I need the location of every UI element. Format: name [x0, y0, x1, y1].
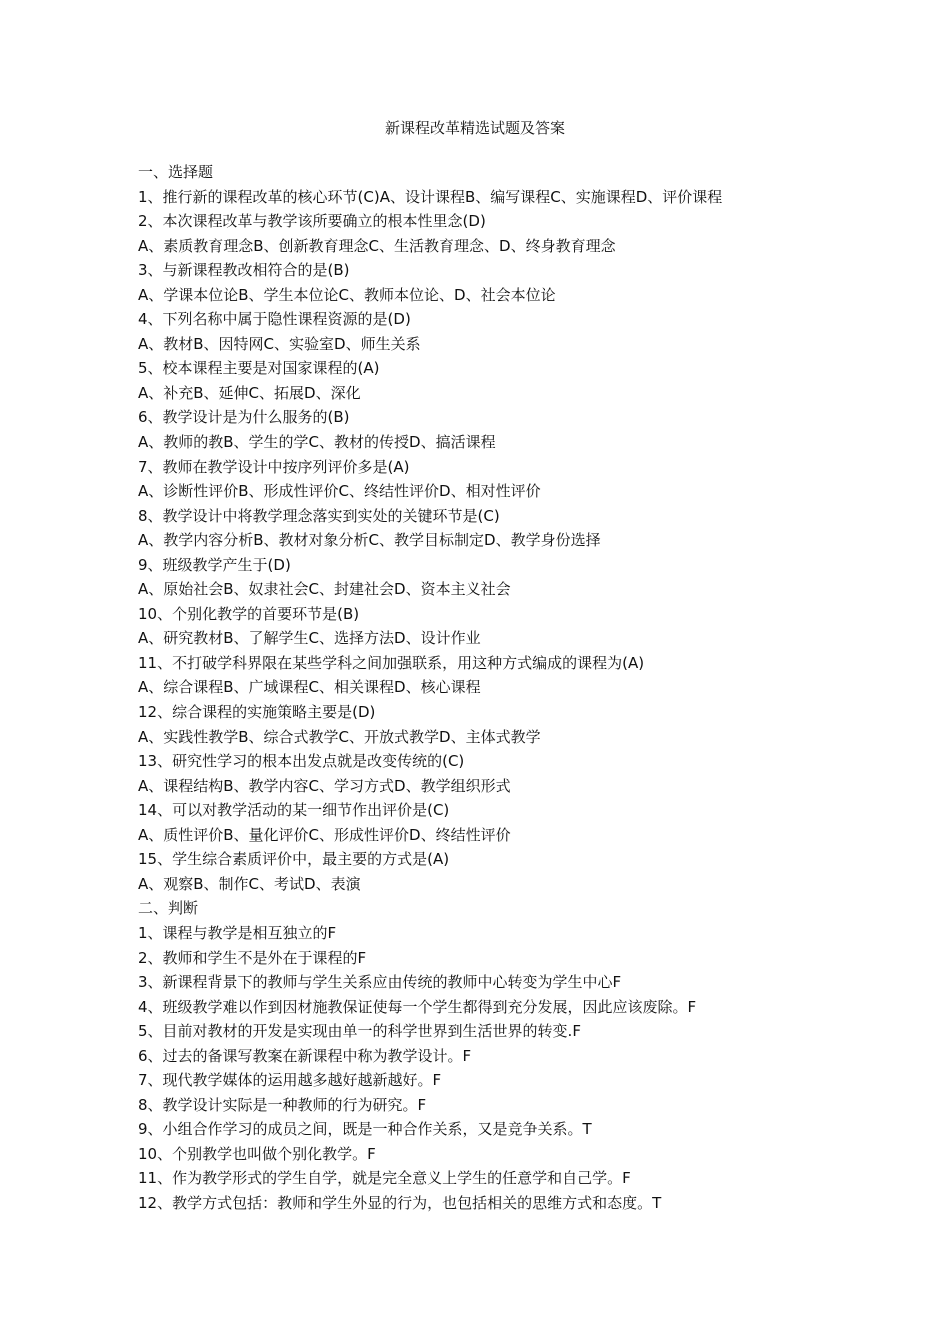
document-line: 2、本次课程改革与教学该所要确立的根本性里念(D) — [138, 212, 486, 231]
document-line: 8、教学设计实际是一种教师的行为研究。F — [138, 1095, 427, 1114]
document-line: A、诊断性评价B、形成性评价C、终结性评价D、相对性评价 — [138, 482, 541, 501]
document-line: A、学课本位论B、学生本位论C、教师本位论、D、社会本位论 — [138, 285, 556, 304]
document-line: 7、教师在教学设计中按序列评价多是(A) — [138, 457, 410, 476]
document-line: 10、个别化教学的首要环节是(B) — [138, 604, 360, 623]
document-line: 2、教师和学生不是外在于课程的F — [138, 948, 367, 967]
document-line: A、教师的教B、学生的学C、教材的传授D、搞活课程 — [138, 433, 496, 452]
document-line: 一、选择题 — [138, 163, 214, 181]
document-line: A、教学内容分析B、教材对象分析C、教学目标制定D、教学身份选择 — [138, 531, 601, 550]
document-line: A、观察B、制作C、考试D、表演 — [138, 874, 361, 893]
document-line: A、实践性教学B、综合式教学C、开放式教学D、主体式教学 — [138, 727, 541, 746]
document-line: 9、班级教学产生于(D) — [138, 555, 291, 574]
document-line: 4、下列名称中属于隐性课程资源的是(D) — [138, 310, 411, 329]
document-line: 7、现代教学媒体的运用越多越好越新越好。F — [138, 1071, 442, 1090]
document-line: 9、小组合作学习的成员之间，既是一种合作关系，又是竞争关系。T — [138, 1120, 592, 1139]
document-line: 6、教学设计是为什么服务的(B) — [138, 408, 350, 427]
document-line: 1、推行新的课程改革的核心环节(C)A、设计课程B、编写课程C、实施课程D、评价课程 — [138, 187, 723, 206]
document-line: A、综合课程B、广域课程C、相关课程D、核心课程 — [138, 678, 481, 697]
document-line: 4、班级教学难以作到因材施教保证使每一个学生都得到充分发展，因此应该废除。F — [138, 997, 697, 1016]
document-line: A、教材B、因特网C、实验室D、师生关系 — [138, 334, 421, 353]
document-line: 6、过去的备课写教案在新课程中称为教学设计。F — [138, 1046, 472, 1065]
document-body — [138, 160, 928, 1216]
document-line: 10、个别教学也叫做个别化教学。F — [138, 1144, 376, 1163]
document-title: 新课程改革精选试题及答案 — [384, 119, 565, 137]
document-line: A、补充B、延伸C、拓展D、深化 — [138, 383, 361, 402]
document-line: 二、判断 — [138, 899, 199, 918]
document-line: 11、作为教学形式的学生自学，就是完全意义上学生的任意学和自己学。F — [138, 1169, 631, 1188]
document-line: 5、校本课程主要是对国家课程的(A) — [138, 359, 380, 378]
document-line: A、研究教材B、了解学生C、选择方法D、设计作业 — [138, 629, 481, 648]
document-line: A、素质教育理念B、创新教育理念C、生活教育理念、D、终身教育理念 — [138, 236, 616, 255]
document-line: A、课程结构B、教学内容C、学习方式D、教学组织形式 — [138, 776, 511, 795]
document-line: 3、新课程背景下的教师与学生关系应由传统的教师中心转变为学生中心F — [138, 973, 622, 992]
document-line: 1、课程与教学是相互独立的F — [138, 923, 337, 942]
document-line: 12、教学方式包括：教师和学生外显的行为，也包括相关的思维方式和态度。T — [138, 1193, 662, 1212]
document-line: 12、综合课程的实施策略主要是(D) — [138, 703, 376, 722]
document-line: 8、教学设计中将教学理念落实到实处的关键环节是(C) — [138, 506, 500, 525]
document-line: 14、可以对教学活动的某一细节作出评价是(C) — [138, 801, 450, 820]
document-line: 15、学生综合素质评价中，最主要的方式是(A) — [138, 850, 450, 869]
document-line: 5、目前对教材的开发是实现由单一的科学世界到生活世界的转变.F — [138, 1022, 581, 1041]
document-line: 3、与新课程教改相符合的是(B) — [138, 261, 350, 280]
document-line: A、原始社会B、奴隶社会C、封建社会D、资本主义社会 — [138, 580, 511, 599]
document-line: 11、不打破学科界限在某些学科之间加强联系，用这种方式编成的课程为(A) — [138, 653, 645, 672]
document-line: 13、研究性学习的根本出发点就是改变传统的(C) — [138, 752, 465, 771]
document-line: A、质性评价B、量化评价C、形成性评价D、终结性评价 — [138, 825, 511, 844]
